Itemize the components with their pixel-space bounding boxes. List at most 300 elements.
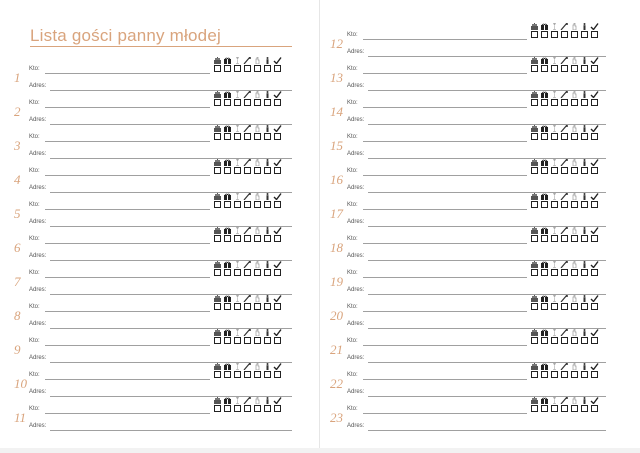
hand-checkbox[interactable] (254, 269, 261, 276)
guest-entry (0, 58, 320, 92)
gift-checkbox[interactable] (224, 269, 231, 276)
cake-checkbox[interactable] (214, 303, 221, 310)
glass-icon (233, 228, 242, 234)
check-checkbox[interactable] (591, 31, 598, 38)
glass-checkbox[interactable] (234, 337, 241, 344)
check-checkbox[interactable] (591, 65, 598, 72)
person-checkbox[interactable] (581, 133, 588, 140)
adres-label: Adres: (29, 355, 47, 361)
glass-checkbox[interactable] (551, 167, 558, 174)
person-checkbox[interactable] (264, 235, 271, 242)
dance-icon (243, 126, 252, 132)
person-checkbox[interactable] (581, 65, 588, 72)
cake-icon (213, 194, 222, 200)
kto-field[interactable] (45, 311, 210, 312)
dance-checkbox[interactable] (561, 303, 568, 310)
guest-number: 19 (330, 274, 343, 289)
dance-checkbox[interactable] (561, 235, 568, 242)
adres-label: Adres: (29, 321, 47, 327)
person-checkbox[interactable] (581, 235, 588, 242)
gift-checkbox[interactable] (541, 31, 548, 38)
glass-checkbox[interactable] (551, 269, 558, 276)
gift-checkbox[interactable] (224, 303, 231, 310)
kto-label: Kto: (347, 236, 358, 242)
cake-checkbox[interactable] (531, 303, 538, 310)
kto-field[interactable] (45, 175, 210, 176)
glass-icon (550, 228, 559, 234)
cake-icon (213, 398, 222, 404)
adres-label: Adres: (347, 49, 365, 55)
dance-checkbox[interactable] (561, 405, 568, 412)
person-checkbox[interactable] (264, 337, 271, 344)
checkbox-row (531, 405, 600, 412)
cake-checkbox[interactable] (214, 269, 221, 276)
kto-field[interactable] (45, 141, 210, 142)
kto-label: Kto: (347, 168, 358, 174)
cake-checkbox[interactable] (214, 405, 221, 412)
hand-checkbox[interactable] (254, 235, 261, 242)
hand-checkbox[interactable] (254, 201, 261, 208)
check-checkbox[interactable] (591, 201, 598, 208)
check-checkbox[interactable] (591, 167, 598, 174)
glass-icon (550, 330, 559, 336)
kto-field[interactable] (363, 379, 527, 380)
kto-field[interactable] (363, 39, 527, 40)
check-checkbox[interactable] (591, 269, 598, 276)
dance-checkbox[interactable] (244, 133, 251, 140)
hand-icon (570, 228, 579, 234)
checkbox-row (214, 65, 283, 72)
dance-checkbox[interactable] (244, 99, 251, 106)
gift-checkbox[interactable] (541, 337, 548, 344)
glass-checkbox[interactable] (234, 269, 241, 276)
check-checkbox[interactable] (591, 337, 598, 344)
guest-number: 17 (330, 206, 343, 221)
guest-number: 1 (14, 70, 21, 85)
check-checkbox[interactable] (274, 269, 281, 276)
adres-label: Adres: (29, 151, 47, 157)
kto-field[interactable] (363, 243, 527, 244)
dance-checkbox[interactable] (244, 167, 251, 174)
person-icon (580, 330, 589, 336)
cake-checkbox[interactable] (214, 133, 221, 140)
dance-checkbox[interactable] (561, 65, 568, 72)
person-icon (580, 24, 589, 30)
dance-icon (560, 364, 569, 370)
dance-icon (243, 194, 252, 200)
hand-icon (253, 126, 262, 132)
adres-label: Adres: (347, 423, 365, 429)
kto-field[interactable] (363, 277, 527, 278)
cake-icon (213, 160, 222, 166)
gift-checkbox[interactable] (224, 133, 231, 140)
kto-field[interactable] (45, 413, 210, 414)
gift-checkbox[interactable] (541, 371, 548, 378)
cake-icon (530, 24, 539, 30)
cake-checkbox[interactable] (531, 337, 538, 344)
kto-field[interactable] (363, 141, 527, 142)
guest-entry (0, 262, 320, 296)
adres-field[interactable] (50, 430, 292, 431)
hand-checkbox[interactable] (571, 99, 578, 106)
hand-checkbox[interactable] (571, 167, 578, 174)
checkbox-row (214, 235, 283, 242)
cake-icon (213, 228, 222, 234)
dance-checkbox[interactable] (244, 65, 251, 72)
gift-icon (540, 126, 549, 132)
person-checkbox[interactable] (264, 167, 271, 174)
person-icon (580, 296, 589, 302)
dance-icon (243, 330, 252, 336)
icon-row (530, 92, 599, 98)
kto-field[interactable] (363, 311, 527, 312)
icon-row (213, 160, 282, 166)
person-checkbox[interactable] (581, 337, 588, 344)
cake-icon (530, 160, 539, 166)
gift-checkbox[interactable] (224, 99, 231, 106)
guest-number: 13 (330, 70, 343, 85)
glass-checkbox[interactable] (551, 31, 558, 38)
kto-field[interactable] (45, 277, 210, 278)
gift-icon (540, 228, 549, 234)
gift-icon (540, 58, 549, 64)
guest-number: 22 (330, 376, 343, 391)
glass-checkbox[interactable] (234, 99, 241, 106)
kto-label: Kto: (29, 202, 40, 208)
adres-label: Adres: (347, 83, 365, 89)
gift-checkbox[interactable] (541, 235, 548, 242)
guest-entry (320, 398, 640, 432)
cake-checkbox[interactable] (531, 269, 538, 276)
check-checkbox[interactable] (274, 133, 281, 140)
person-checkbox[interactable] (264, 371, 271, 378)
glass-checkbox[interactable] (234, 201, 241, 208)
check-checkbox[interactable] (591, 235, 598, 242)
person-checkbox[interactable] (581, 269, 588, 276)
check-checkbox[interactable] (274, 371, 281, 378)
guest-entry (320, 126, 640, 160)
glass-checkbox[interactable] (551, 371, 558, 378)
gift-checkbox[interactable] (541, 201, 548, 208)
guest-entry (0, 364, 320, 398)
gift-checkbox[interactable] (541, 99, 548, 106)
dance-icon (560, 262, 569, 268)
cake-checkbox[interactable] (214, 371, 221, 378)
check-checkbox[interactable] (591, 405, 598, 412)
kto-field[interactable] (45, 107, 210, 108)
glass-checkbox[interactable] (551, 303, 558, 310)
hand-checkbox[interactable] (254, 371, 261, 378)
checkbox-row (531, 31, 600, 38)
gift-checkbox[interactable] (224, 405, 231, 412)
dance-icon (243, 262, 252, 268)
cake-checkbox[interactable] (531, 31, 538, 38)
icon-row (213, 330, 282, 336)
kto-field[interactable] (45, 345, 210, 346)
glass-checkbox[interactable] (551, 405, 558, 412)
person-checkbox[interactable] (264, 303, 271, 310)
cake-checkbox[interactable] (531, 371, 538, 378)
hand-icon (570, 262, 579, 268)
check-checkbox[interactable] (591, 303, 598, 310)
kto-field[interactable] (363, 345, 527, 346)
check-icon (273, 160, 282, 166)
glass-icon (550, 58, 559, 64)
hand-checkbox[interactable] (254, 133, 261, 140)
adres-label: Adres: (29, 219, 47, 225)
dance-checkbox[interactable] (244, 235, 251, 242)
kto-label: Kto: (347, 270, 358, 276)
adres-label: Adres: (347, 117, 365, 123)
dance-checkbox[interactable] (244, 337, 251, 344)
gift-checkbox[interactable] (224, 201, 231, 208)
gift-icon (223, 126, 232, 132)
check-checkbox[interactable] (274, 65, 281, 72)
cake-checkbox[interactable] (531, 235, 538, 242)
kto-field[interactable] (45, 209, 210, 210)
cake-checkbox[interactable] (531, 133, 538, 140)
dance-icon (243, 228, 252, 234)
kto-field[interactable] (45, 379, 210, 380)
check-checkbox[interactable] (274, 201, 281, 208)
check-icon (590, 160, 599, 166)
kto-label: Kto: (347, 100, 358, 106)
dance-icon (560, 194, 569, 200)
gift-checkbox[interactable] (224, 371, 231, 378)
cake-checkbox[interactable] (214, 99, 221, 106)
gift-icon (540, 398, 549, 404)
checkbox-row (214, 371, 283, 378)
check-icon (590, 262, 599, 268)
hand-checkbox[interactable] (571, 201, 578, 208)
gift-icon (540, 330, 549, 336)
cake-checkbox[interactable] (531, 65, 538, 72)
adres-field[interactable] (368, 430, 606, 431)
glass-checkbox[interactable] (234, 235, 241, 242)
cake-icon (213, 364, 222, 370)
cake-icon (530, 194, 539, 200)
person-checkbox[interactable] (264, 405, 271, 412)
guest-number: 12 (330, 36, 343, 51)
hand-checkbox[interactable] (571, 133, 578, 140)
person-checkbox[interactable] (581, 201, 588, 208)
adres-label: Adres: (29, 117, 47, 123)
person-checkbox[interactable] (581, 31, 588, 38)
hand-icon (570, 58, 579, 64)
glass-checkbox[interactable] (234, 371, 241, 378)
check-checkbox[interactable] (591, 371, 598, 378)
cake-checkbox[interactable] (531, 99, 538, 106)
gift-icon (223, 296, 232, 302)
cake-checkbox[interactable] (531, 167, 538, 174)
glass-checkbox[interactable] (234, 405, 241, 412)
check-checkbox[interactable] (274, 337, 281, 344)
glass-icon (550, 364, 559, 370)
glass-checkbox[interactable] (234, 167, 241, 174)
glass-icon (233, 194, 242, 200)
dance-icon (560, 160, 569, 166)
cake-checkbox[interactable] (214, 337, 221, 344)
checkbox-row (214, 269, 283, 276)
person-checkbox[interactable] (264, 201, 271, 208)
cake-checkbox[interactable] (214, 65, 221, 72)
cake-checkbox[interactable] (214, 167, 221, 174)
check-checkbox[interactable] (274, 99, 281, 106)
cake-checkbox[interactable] (531, 201, 538, 208)
glass-checkbox[interactable] (551, 99, 558, 106)
check-checkbox[interactable] (591, 99, 598, 106)
person-checkbox[interactable] (581, 99, 588, 106)
dance-checkbox[interactable] (561, 133, 568, 140)
person-checkbox[interactable] (581, 303, 588, 310)
person-checkbox[interactable] (581, 167, 588, 174)
guest-entry (320, 194, 640, 228)
check-checkbox[interactable] (274, 235, 281, 242)
guest-number: 6 (14, 240, 21, 255)
gift-checkbox[interactable] (541, 405, 548, 412)
guest-number: 2 (14, 104, 21, 119)
dance-icon (243, 92, 252, 98)
kto-field[interactable] (45, 243, 210, 244)
kto-label: Kto: (347, 32, 358, 38)
gift-checkbox[interactable] (541, 133, 548, 140)
check-icon (273, 228, 282, 234)
hand-checkbox[interactable] (254, 405, 261, 412)
hand-checkbox[interactable] (571, 371, 578, 378)
person-checkbox[interactable] (581, 405, 588, 412)
dance-icon (560, 58, 569, 64)
gift-checkbox[interactable] (224, 337, 231, 344)
kto-label: Kto: (347, 406, 358, 412)
person-icon (263, 296, 272, 302)
person-icon (263, 126, 272, 132)
glass-checkbox[interactable] (234, 133, 241, 140)
hand-checkbox[interactable] (254, 337, 261, 344)
dance-checkbox[interactable] (244, 303, 251, 310)
dance-checkbox[interactable] (244, 405, 251, 412)
dance-checkbox[interactable] (561, 201, 568, 208)
dance-checkbox[interactable] (244, 269, 251, 276)
cake-checkbox[interactable] (214, 201, 221, 208)
icon-row (530, 126, 599, 132)
kto-field[interactable] (45, 73, 210, 74)
hand-checkbox[interactable] (571, 235, 578, 242)
hand-checkbox[interactable] (571, 303, 578, 310)
hand-checkbox[interactable] (254, 167, 261, 174)
glass-icon (550, 398, 559, 404)
cake-checkbox[interactable] (214, 235, 221, 242)
guest-number: 11 (14, 410, 27, 425)
kto-field[interactable] (363, 73, 527, 74)
guest-entry (320, 24, 640, 58)
hand-checkbox[interactable] (571, 405, 578, 412)
dance-icon (243, 296, 252, 302)
guest-number: 5 (14, 206, 21, 221)
icon-row (530, 296, 599, 302)
dance-checkbox[interactable] (561, 99, 568, 106)
adres-label: Adres: (29, 423, 47, 429)
kto-field[interactable] (363, 413, 527, 414)
person-checkbox[interactable] (264, 133, 271, 140)
hand-checkbox[interactable] (254, 303, 261, 310)
gift-checkbox[interactable] (224, 167, 231, 174)
guest-entry (320, 262, 640, 296)
glass-checkbox[interactable] (551, 133, 558, 140)
kto-field[interactable] (363, 175, 527, 176)
gift-checkbox[interactable] (541, 269, 548, 276)
dance-checkbox[interactable] (244, 371, 251, 378)
gift-icon (540, 194, 549, 200)
gift-icon (223, 398, 232, 404)
dance-checkbox[interactable] (561, 167, 568, 174)
dance-checkbox[interactable] (244, 201, 251, 208)
check-checkbox[interactable] (274, 405, 281, 412)
dance-checkbox[interactable] (561, 371, 568, 378)
guest-entry (320, 296, 640, 330)
person-icon (580, 398, 589, 404)
kto-field[interactable] (363, 107, 527, 108)
cake-icon (530, 228, 539, 234)
glass-checkbox[interactable] (551, 337, 558, 344)
cake-icon (213, 126, 222, 132)
person-checkbox[interactable] (581, 371, 588, 378)
hand-checkbox[interactable] (254, 99, 261, 106)
person-checkbox[interactable] (264, 269, 271, 276)
kto-field[interactable] (363, 209, 527, 210)
gift-checkbox[interactable] (541, 65, 548, 72)
check-checkbox[interactable] (274, 303, 281, 310)
dance-checkbox[interactable] (561, 337, 568, 344)
cake-icon (530, 126, 539, 132)
hand-checkbox[interactable] (571, 31, 578, 38)
adres-label: Adres: (29, 287, 47, 293)
hand-icon (253, 398, 262, 404)
person-checkbox[interactable] (264, 65, 271, 72)
dance-checkbox[interactable] (561, 31, 568, 38)
cake-checkbox[interactable] (531, 405, 538, 412)
glass-checkbox[interactable] (234, 303, 241, 310)
hand-icon (253, 296, 262, 302)
gift-checkbox[interactable] (541, 167, 548, 174)
guest-entry (320, 330, 640, 364)
hand-checkbox[interactable] (571, 269, 578, 276)
person-icon (580, 126, 589, 132)
gift-checkbox[interactable] (224, 65, 231, 72)
person-checkbox[interactable] (264, 99, 271, 106)
icon-row (530, 160, 599, 166)
icon-row (530, 228, 599, 234)
gift-checkbox[interactable] (541, 303, 548, 310)
gift-checkbox[interactable] (224, 235, 231, 242)
hand-checkbox[interactable] (254, 65, 261, 72)
gift-icon (223, 330, 232, 336)
dance-checkbox[interactable] (561, 269, 568, 276)
check-checkbox[interactable] (591, 133, 598, 140)
dance-icon (243, 58, 252, 64)
glass-checkbox[interactable] (234, 65, 241, 72)
check-checkbox[interactable] (274, 167, 281, 174)
hand-checkbox[interactable] (571, 65, 578, 72)
adres-label: Adres: (347, 355, 365, 361)
glass-checkbox[interactable] (551, 201, 558, 208)
hand-icon (253, 92, 262, 98)
hand-checkbox[interactable] (571, 337, 578, 344)
icon-row (530, 194, 599, 200)
glass-checkbox[interactable] (551, 235, 558, 242)
icon-row (213, 364, 282, 370)
guest-number: 16 (330, 172, 343, 187)
glass-checkbox[interactable] (551, 65, 558, 72)
